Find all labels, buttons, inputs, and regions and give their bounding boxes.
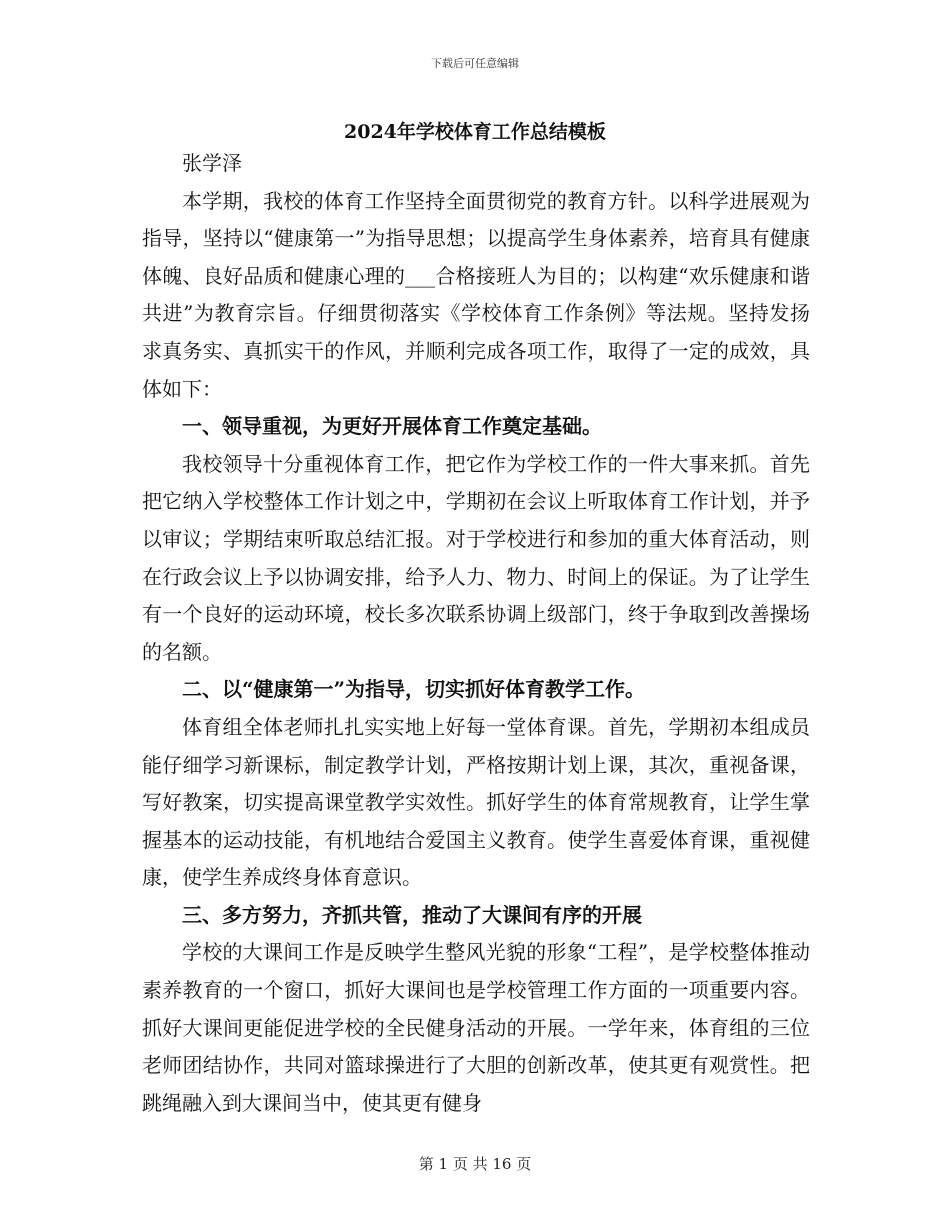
- section-paragraph-2: 体育组全体老师扎扎实实地上好每一堂体育课。首先，学期初本组成员能仔细学习新课标，制定教学计划，严格按期计划上课，其次，重视备课，写好教案，切实提高课堂教学实效性。抓好学生的体育常规教育，让学生掌握基本的运动技能，有机地结合爱国主义教育。使学生喜爱体育课，重视健康，使学生养成终身体育意识。: [142, 714, 810, 890]
- document-body: [142, 145, 810, 1122]
- section-heading-2: 二、以“健康第一”为指导，切实抓好体育教学工作。: [182, 677, 646, 702]
- header-note: 下载后可任意编辑: [431, 57, 519, 70]
- author-line: 张学泽: [182, 151, 242, 175]
- section-heading-3: 三、多方努力，齐抓共管，推动了大课间有序的开展: [182, 902, 642, 927]
- page-number: 第 1 页 共 16 页: [418, 1155, 532, 1173]
- section-paragraph-3: 学校的大课间工作是反映学生整风光貌的形象“工程”，是学校整体推动素养教育的一个窗口，抓好大课间也是学校管理工作方面的一项重要内容。抓好大课间更能促进学校的全民健身活动的开展。一学年来，体育组的三位老师团结协作，共同对篮球操进行了大胆的创新改革，使其更有观赏性。把跳绳融入到大课间当中，使其更有健身: [142, 940, 810, 1115]
- intro-paragraph: 本学期，我校的体育工作坚持全面贯彻党的教育方针。以科学进展观为指导，坚持以“健康第一”为指导思想；以提高学生身体素养，培育具有健康体魄、良好品质和健康心理的___合格接班人为目的；以构建“欢乐健康和谐共进”为教育宗旨。仔细贯彻落实《学校体育工作条例》等法规。坚持发扬求真务实、真抓实干的作风，并顺利完成各项工作，取得了一定的成效，具体如下：: [142, 188, 810, 401]
- document-title: 2024年学校体育工作总结模板: [344, 121, 606, 143]
- section-paragraph-1: 我校领导十分重视体育工作，把它作为学校工作的一件大事来抓。首先把它纳入学校整体工作计划之中，学期初在会议上听取体育工作计划，并予以审议；学期结束听取总结汇报。对于学校进行和参加的重大体育活动，则在行政会议上予以协调安排，给予人力、物力、时间上的保证。为了让学生有一个良好的运动环境，校长多次联系协调上级部门，终于争取到改善操场的名额。: [142, 451, 810, 664]
- section-heading-1: 一、领导重视，为更好开展体育工作奠定基础。: [182, 414, 602, 439]
